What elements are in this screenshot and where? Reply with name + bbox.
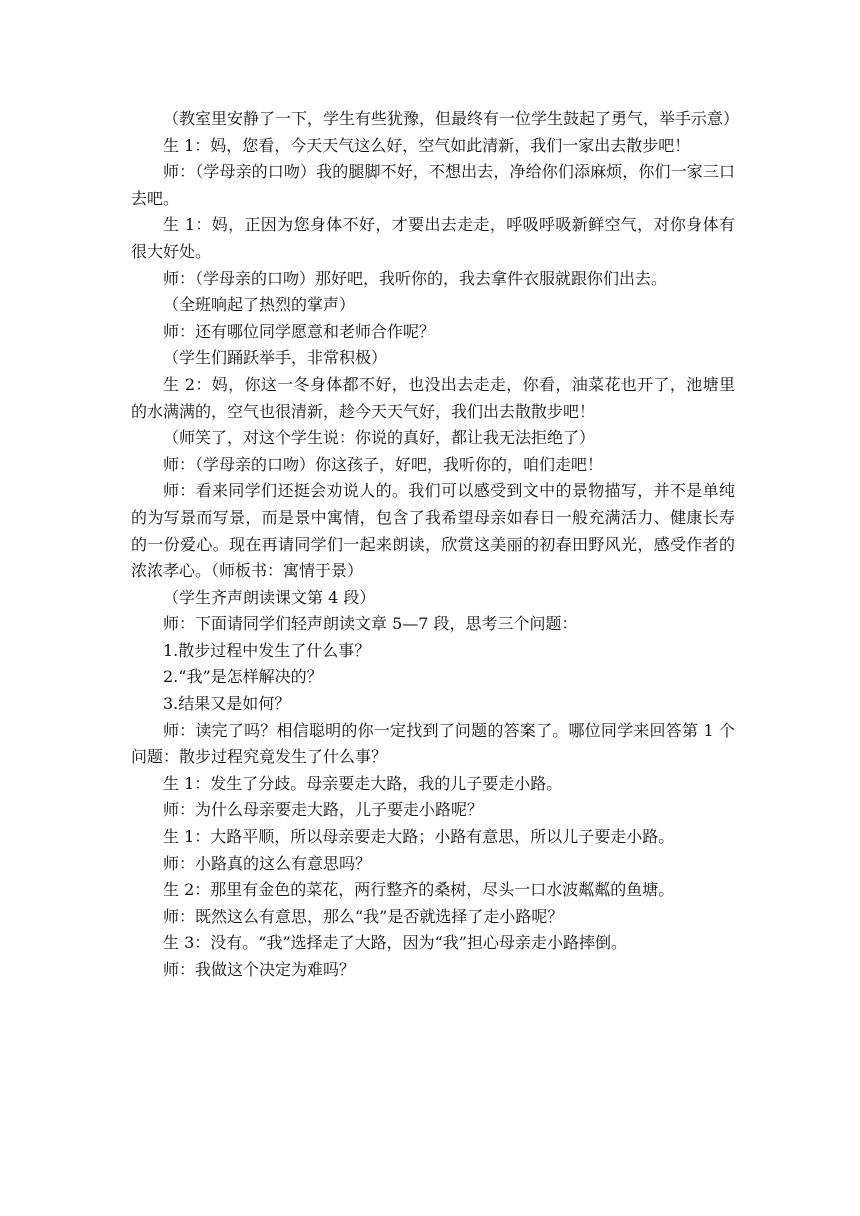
paragraph-25: 生 3：没有。“我”选择走了大路，因为“我”担心母亲走小路摔倒。 <box>163 933 627 953</box>
paragraph-12: 师：看来同学们还挺会劝说人的。我们可以感受到文中的景物描写，并不是单纯的为写景而写景，而是景中寓情，包含了我希望母亲如春日一般充满活力、健康长寿的一份爱心。现在再请同学们一起来朗读，欣赏这美丽的初春田野风光，感受作者的浓浓孝心。（师板书：寓情于景） <box>131 481 735 581</box>
question-2: 2.“我”是怎样解决的？ <box>163 667 323 687</box>
paragraph-3: 师：（学母亲的口吻）我的腿脚不好，不想出去，净给你们添麻烦，你们一家三口去吧。 <box>131 162 735 208</box>
paragraph-26: 师：我做这个决定为难吗？ <box>163 960 356 979</box>
paragraph-9: 生 2：妈，你这一冬身体都不好，也没出去走走，你看，油菜花也开了，池塘里的水满满的，空气也很清新，趁今天天气好，我们出去散散步吧！ <box>131 374 735 421</box>
paragraph-10: （师笑了，对这个学生说：你说的真好，都让我无法拒绝了） <box>163 428 596 448</box>
paragraph-7: 师：还有哪位同学愿意和老师合作呢？ <box>163 321 436 341</box>
paragraph-18: 师：读完了吗？相信聪明的你一定找到了问题的答案了。哪位同学来回答第 1 个问题：散步过程究竟发生了什么事？ <box>131 720 735 767</box>
paragraph-11: 师：（学母亲的口吻）你这孩子，好吧，我听你的，咱们走吧！ <box>163 454 604 474</box>
paragraph-19: 生 1：发生了分歧。母亲要走大路，我的儿子要走小路。 <box>163 773 563 793</box>
paragraph-20: 师：为什么母亲要走大路，儿子要走小路呢？ <box>163 800 484 820</box>
question-3: 3.结果又是如何？ <box>163 694 291 714</box>
question-1: 1.散步过程中发生了什么事？ <box>163 640 371 660</box>
paragraph-23: 生 2：那里有金色的菜花，两行整齐的桑树，尽头一口水波粼粼的鱼塘。 <box>163 880 675 900</box>
paragraph-24: 师：既然这么有意思，那么“我”是否就选择了走小路呢？ <box>163 906 564 926</box>
paragraph-8: （学生们踊跃举手，非常积极） <box>163 348 388 368</box>
document-page <box>131 106 740 984</box>
paragraph-13: （学生齐声朗读课文第 4 段） <box>163 587 376 607</box>
paragraph-21: 生 1：大路平顺，所以母亲要走大路；小路有意思，所以儿子要走小路。 <box>163 827 675 847</box>
paragraph-6: （全班响起了热烈的掌声） <box>163 295 356 315</box>
paragraph-14: 师：下面请同学们轻声朗读文章 5—7 段，思考三个问题： <box>163 614 578 634</box>
paragraph-22: 师：小路真的这么有意思吗？ <box>163 853 372 873</box>
paragraph-4: 生 1：妈，正因为您身体不好，才要出去走走，呼吸呼吸新鲜空气，对你身体有很大好处。 <box>131 215 735 261</box>
paragraph-1: （教室里安静了一下，学生有些犹豫，但最终有一位学生鼓起了勇气，举手示意） <box>163 109 740 128</box>
paragraph-5: 师：（学母亲的口吻）那好吧，我听你的，我去拿件衣服就跟你们出去。 <box>163 268 668 288</box>
paragraph-2: 生 1：妈，您看，今天天气这么好，空气如此清新，我们一家出去散步吧！ <box>163 135 691 155</box>
